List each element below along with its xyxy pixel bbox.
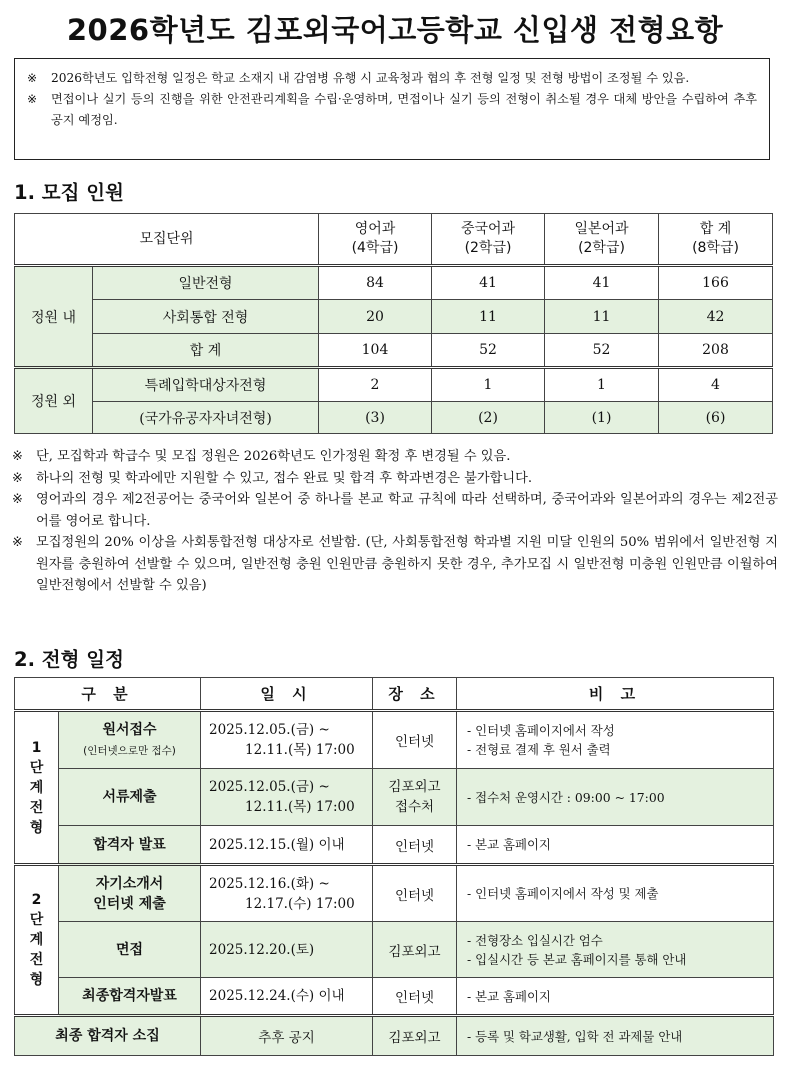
row-place: 인터넷 bbox=[373, 826, 457, 865]
notice-mark: ※ bbox=[27, 71, 38, 85]
cell-english: 104 bbox=[319, 334, 432, 368]
row-place: 인터넷 bbox=[373, 978, 457, 1016]
row-place: 인터넷 bbox=[373, 865, 457, 922]
row-date: 2025.12.05.(금) ~ 12.11.(목) 17:00 bbox=[201, 769, 373, 826]
row-label: (국가유공자자녀전형) bbox=[93, 402, 319, 434]
row-remarks: - 접수처 운영시간 : 09:00 ~ 17:00 bbox=[457, 769, 774, 826]
note-mark: ※ bbox=[12, 470, 24, 486]
row-date: 추후 공지 bbox=[201, 1016, 373, 1056]
group-label-in: 정원 내 bbox=[15, 266, 93, 368]
row-label: 특례입학대상자전형 bbox=[93, 368, 319, 402]
row-place: 김포외고 bbox=[373, 1016, 457, 1056]
stage-text: 1단계전형 bbox=[29, 739, 44, 836]
stage-label-2 bbox=[15, 865, 59, 1016]
cell-total: 166 bbox=[659, 266, 773, 300]
table-row bbox=[15, 368, 773, 402]
row-date: 2025.12.05.(금) ~ 12.11.(목) 17:00 bbox=[201, 711, 373, 769]
recruitment-table bbox=[14, 213, 773, 434]
cell-japanese: 1 bbox=[545, 368, 659, 402]
stage-label-1 bbox=[15, 711, 59, 865]
cell-total: (6) bbox=[659, 402, 773, 434]
row-label: 합 계 bbox=[93, 334, 319, 368]
note-text: 단, 모집학과 학급수 및 모집 정원은 2026학년도 인가정원 확정 후 변경될 수 있음. bbox=[36, 449, 511, 464]
cell-chinese: 52 bbox=[432, 334, 545, 368]
cell-chinese: (2) bbox=[432, 402, 545, 434]
row-name: 합격자 발표 bbox=[59, 826, 201, 865]
row-name: 최종 합격자 소집 bbox=[15, 1016, 201, 1056]
table-row bbox=[15, 922, 774, 978]
row-place: 김포외고 bbox=[373, 922, 457, 978]
row-place: 김포외고 접수처 bbox=[373, 769, 457, 826]
cell-english: 84 bbox=[319, 266, 432, 300]
table-row bbox=[15, 300, 773, 334]
row-place: 인터넷 bbox=[373, 711, 457, 769]
note-text: 영어과의 경우 제2전공어는 중국어와 일본어 중 하나를 본교 학교 규칙에 따라 선택하며, 중국어과와 일본어과의 경우는 제2전공어를 영어로 합니다. bbox=[36, 492, 778, 529]
header-chinese: 중국어과 (2학급) bbox=[432, 214, 545, 266]
table-row-subtotal bbox=[15, 334, 773, 368]
row-remarks: - 전형장소 입실시간 엄수 - 입실시간 등 본교 홈페이지를 통해 안내 bbox=[457, 922, 774, 978]
header-remarks: 비 고 bbox=[457, 678, 774, 711]
section-heading-recruitment: 1. 모집 인원 bbox=[14, 181, 124, 204]
header-japanese: 일본어과 (2학급) bbox=[545, 214, 659, 266]
notice-item bbox=[27, 89, 757, 131]
notice-item bbox=[27, 68, 757, 89]
cell-chinese: 1 bbox=[432, 368, 545, 402]
row-date: 2025.12.20.(토) bbox=[201, 922, 373, 978]
recruitment-notes bbox=[12, 446, 778, 597]
note-item bbox=[12, 446, 778, 468]
row-remarks: - 등록 및 학교생활, 입학 전 과제물 안내 bbox=[457, 1016, 774, 1056]
row-label: 사회통합 전형 bbox=[93, 300, 319, 334]
schedule-table bbox=[14, 677, 774, 1056]
cell-japanese: 11 bbox=[545, 300, 659, 334]
table-row bbox=[15, 711, 774, 769]
header-unit: 모집단위 bbox=[15, 214, 319, 266]
row-date: 2025.12.16.(화) ~ 12.17.(수) 17:00 bbox=[201, 865, 373, 922]
header-total: 합 계 (8학급) bbox=[659, 214, 773, 266]
group-label-out: 정원 외 bbox=[15, 368, 93, 434]
table-row bbox=[15, 865, 774, 922]
table-row bbox=[15, 826, 774, 865]
row-name: 최종합격자발표 bbox=[59, 978, 201, 1016]
table-row bbox=[15, 1016, 774, 1056]
row-name: 원서접수 (인터넷으로만 접수) bbox=[59, 711, 201, 769]
row-remarks: - 인터넷 홈페이지에서 작성 및 제출 bbox=[457, 865, 774, 922]
row-remarks: - 본교 홈페이지 bbox=[457, 826, 774, 865]
notice-mark: ※ bbox=[27, 92, 38, 106]
cell-english: 20 bbox=[319, 300, 432, 334]
row-name: 자기소개서 인터넷 제출 bbox=[59, 865, 201, 922]
table-row bbox=[15, 769, 774, 826]
note-text: 하나의 전형 및 학과에만 지원할 수 있고, 접수 완료 및 합격 후 학과변경은 불가합니다. bbox=[36, 470, 533, 486]
row-remarks: - 인터넷 홈페이지에서 작성 - 전형료 결제 후 원서 출력 bbox=[457, 711, 774, 769]
page-title: 2026학년도 김포외국어고등학교 신입생 전형요항 bbox=[66, 13, 724, 47]
note-mark: ※ bbox=[12, 492, 24, 507]
note-item bbox=[12, 532, 778, 597]
note-item bbox=[12, 468, 778, 490]
row-name: 면접 bbox=[59, 922, 201, 978]
cell-japanese: 52 bbox=[545, 334, 659, 368]
table-row bbox=[15, 978, 774, 1016]
table-row bbox=[15, 266, 773, 300]
row-date: 2025.12.24.(수) 이내 bbox=[201, 978, 373, 1016]
cell-total: 42 bbox=[659, 300, 773, 334]
cell-english: (3) bbox=[319, 402, 432, 434]
row-label: 일반전형 bbox=[93, 266, 319, 300]
notice-text: 면접이나 실기 등의 진행을 위한 안전관리계획을 수립·운영하며, 면접이나 실기 등의 전형이 취소될 경우 대체 방안을 수립하여 추후 공지 예정임. bbox=[51, 92, 757, 127]
cell-total: 208 bbox=[659, 334, 773, 368]
header-place: 장 소 bbox=[373, 678, 457, 711]
cell-japanese: 41 bbox=[545, 266, 659, 300]
table-row bbox=[15, 402, 773, 434]
row-name: 서류제출 bbox=[59, 769, 201, 826]
section-heading-schedule: 2. 전형 일정 bbox=[14, 648, 124, 671]
cell-chinese: 41 bbox=[432, 266, 545, 300]
row-date: 2025.12.15.(월) 이내 bbox=[201, 826, 373, 865]
note-item bbox=[12, 489, 778, 532]
cell-english: 2 bbox=[319, 368, 432, 402]
row-remarks: - 본교 홈페이지 bbox=[457, 978, 774, 1016]
header-category: 구 분 bbox=[15, 678, 201, 711]
note-mark: ※ bbox=[12, 535, 24, 550]
cell-chinese: 11 bbox=[432, 300, 545, 334]
cell-japanese: (1) bbox=[545, 402, 659, 434]
notice-box bbox=[14, 58, 770, 160]
stage-text: 2단계전형 bbox=[29, 892, 44, 988]
note-text: 모집정원의 20% 이상을 사회통합전형 대상자로 선발함. (단, 사회통합전형 학과별 지원 미달 인원의 50% 범위에서 일반전형 지원자를 충원하여 선발할 수 있으며, 일반전형 충원 인원만큼 충원하지 못한 경우, 추가모집 시 일반전형 미충원 인원만큼 이월하여 일반전형에서 선발할 수 있음) bbox=[36, 535, 778, 593]
notice-text: 2026학년도 입학전형 일정은 학교 소재지 내 감염병 유행 시 교육청과 협의 후 전형 일정 및 전형 방법이 조정될 수 있음. bbox=[51, 71, 690, 85]
note-mark: ※ bbox=[12, 449, 24, 464]
header-date: 일 시 bbox=[201, 678, 373, 711]
cell-total: 4 bbox=[659, 368, 773, 402]
header-english: 영어과 (4학급) bbox=[319, 214, 432, 266]
